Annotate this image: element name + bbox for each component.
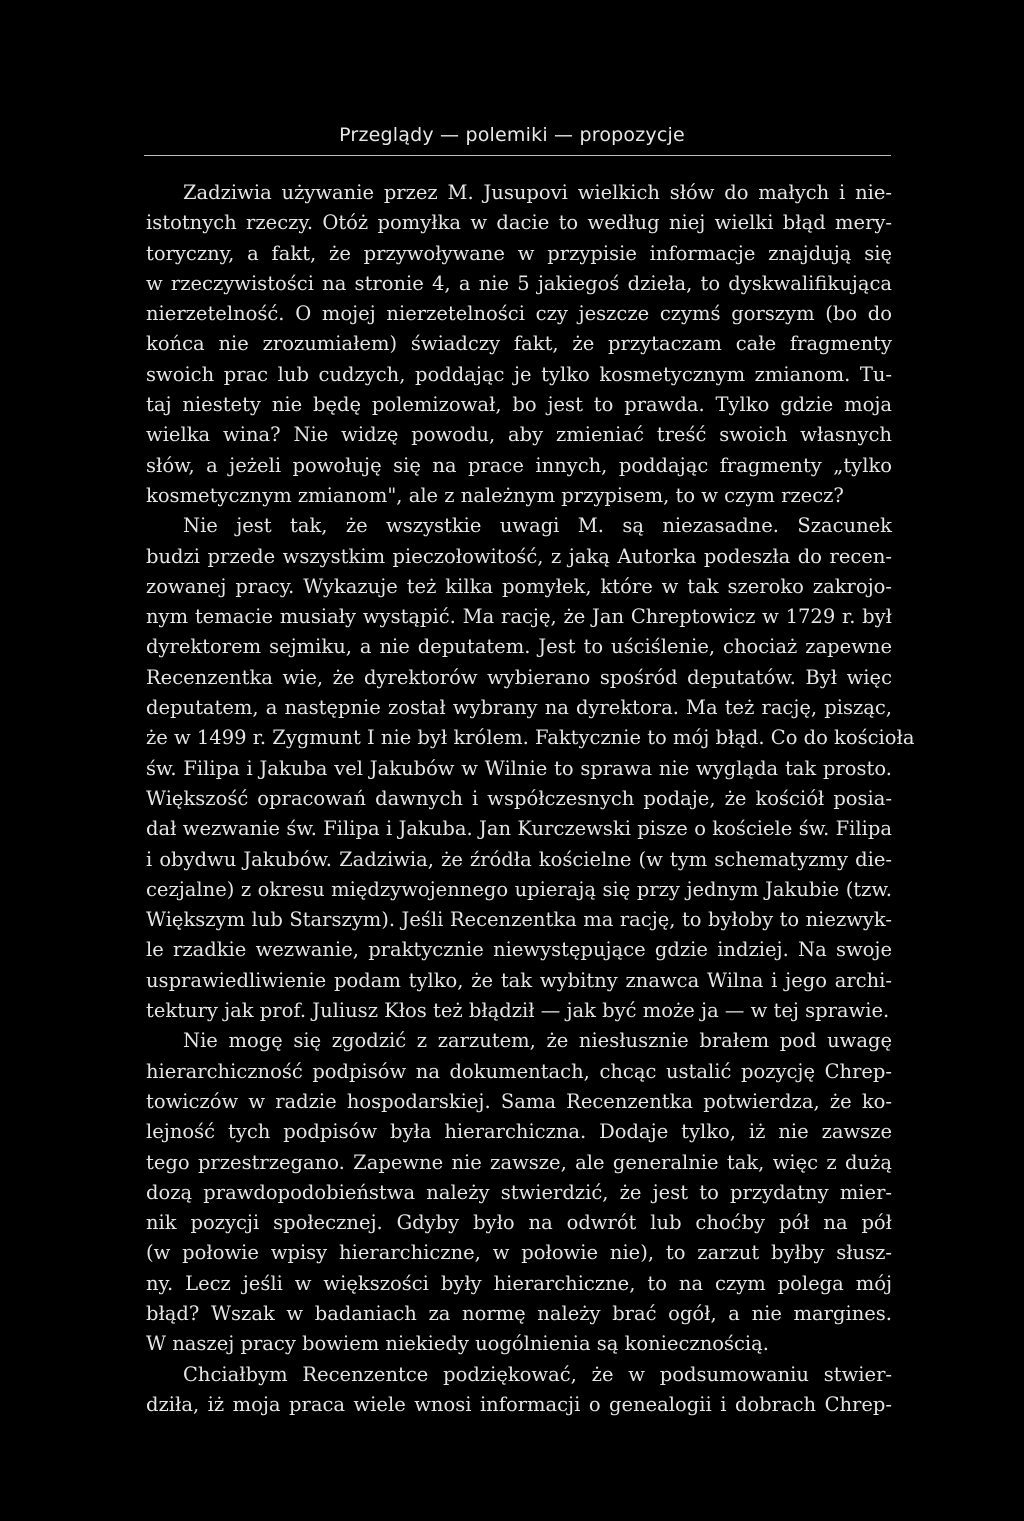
text-line: (w połowie wpisy hierarchiczne, w połowie nie), to zarzut byłby słusz-: [146, 1241, 892, 1265]
text-line: Nie jest tak, że wszystkie uwagi M. są niezasadne. Szacunek: [183, 514, 892, 538]
text-line: toryczny, a fakt, że przywoływane w przypisie informacje znajdują się: [146, 241, 892, 265]
header-rule: [144, 155, 891, 156]
text-line: lejność tych podpisów była hierarchiczna. Dodaje tylko, iż nie zawsze: [146, 1120, 892, 1144]
running-head: Przeglądy — polemiki — propozycje: [339, 124, 685, 146]
text-line: zowanej pracy. Wykazuje też kilka pomyłek, które w tak szeroko zakrojo-: [146, 574, 892, 598]
text-line: tego przestrzegano. Zapewne nie zawsze, ale generalnie tak, więc z dużą: [146, 1150, 892, 1174]
text-line: słów, a jeżeli powołuję się na prace innych, poddając fragmenty „tylko: [146, 453, 892, 477]
text-line: nym temacie musiały wystąpić. Ma rację, że Jan Chreptowicz w 1729 r. był: [146, 605, 892, 629]
text-line: że w 1499 r. Zygmunt I nie był królem. Faktycznie to mój błąd. Co do kościoła: [146, 726, 915, 750]
text-line: tektury jak prof. Juliusz Kłos też błądził — jak być może ja — w tej sprawie.: [146, 999, 890, 1023]
text-line: W naszej pracy bowiem niekiedy uogólnienia są koniecznością.: [146, 1332, 769, 1356]
text-line: dziła, iż moja praca wiele wnosi informacji o genealogii i dobrach Chrep-: [146, 1392, 892, 1416]
text-line: nierzetelność. O mojej nierzetelności czy jeszcze czymś gorszym (bo do: [146, 302, 892, 326]
text-line: Chciałbym Recenzentce podziękować, że w podsumowaniu stwier-: [183, 1362, 892, 1386]
text-line: usprawiedliwienie podam tylko, że tak wybitny znawca Wilna i jego archi-: [146, 968, 892, 992]
body-text: [146, 178, 915, 1420]
text-line: kosmetycznym zmianom", ale z należnym przypisem, to w czym rzecz?: [146, 483, 844, 507]
text-line: istotnych rzeczy. Otóż pomyłka w dacie to według niej wielki błąd mery-: [146, 211, 892, 235]
text-line: budzi przede wszystkim pieczołowitość, z jaką Autorka podeszła do recen-: [146, 544, 892, 568]
text-line: towiczów w radzie hospodarskiej. Sama Recenzentka potwierdza, że ko-: [146, 1089, 892, 1113]
text-line: dozą prawdopodobieństwa należy stwierdzić, że jest to przydatny mier-: [146, 1180, 892, 1204]
text-line: Nie mogę się zgodzić z zarzutem, że niesłusznie brałem pod uwagę: [183, 1029, 892, 1053]
text-line: nik pozycji społecznej. Gdyby było na odwrót lub choćby pół na pół: [146, 1211, 892, 1235]
text-line: le rzadkie wezwanie, praktycznie niewystępujące gdzie indziej. Na swoje: [146, 938, 892, 962]
text-line: wielka wina? Nie widzę powodu, aby zmieniać treść swoich własnych: [146, 423, 892, 447]
text-line: deputatem, a następnie został wybrany na dyrektora. Ma też rację, pisząc,: [146, 696, 892, 720]
text-line: taj niestety nie będę polemizował, bo jest to prawda. Tylko gdzie moja: [146, 393, 892, 417]
text-line: Recenzentka wie, że dyrektorów wybierano spośród deputatów. Był więc: [146, 665, 892, 689]
text-line: ny. Lecz jeśli w większości były hierarchiczne, to na czym polega mój: [146, 1271, 892, 1295]
text-line: swoich prac lub cudzych, poddając je tylko kosmetycznym zmianom. Tu-: [146, 362, 892, 386]
text-line: w rzeczywistości na stronie 4, a nie 5 jakiegoś dzieła, to dyskwalifikująca: [146, 271, 892, 295]
text-line: hierarchiczność podpisów na dokumentach, chcąc ustalić pozycję Chrep-: [146, 1059, 892, 1083]
text-line: dał wezwanie św. Filipa i Jakuba. Jan Kurczewski pisze o kościele św. Filipa: [146, 817, 892, 841]
text-line: Zadziwia używanie przez M. Jusupovi wielkich słów do małych i nie-: [183, 181, 892, 204]
text-line: św. Filipa i Jakuba vel Jakubów w Wilnie to sprawa nie wygląda tak prosto.: [146, 756, 892, 780]
text-line: cezjalne) z okresu międzywojennego upierają się przy jednym Jakubie (tzw.: [146, 877, 892, 901]
text-line: końca nie zrozumiałem) świadczy fakt, że przytaczam całe fragmenty: [146, 332, 892, 356]
text-line: dyrektorem sejmiku, a nie deputatem. Jest to uściślenie, chociaż zapewne: [146, 635, 892, 659]
text-line: i obydwu Jakubów. Zadziwia, że źródła kościelne (w tym schematyzmy die-: [146, 847, 892, 871]
text-line: błąd? Wszak w badaniach za normę należy brać ogół, a nie margines.: [146, 1301, 892, 1325]
text-line: Większość opracowań dawnych i współczesnych podaje, że kościół posia-: [146, 786, 892, 810]
text-line: Większym lub Starszym). Jeśli Recenzentka ma rację, to byłoby to niezwyk-: [146, 908, 892, 932]
